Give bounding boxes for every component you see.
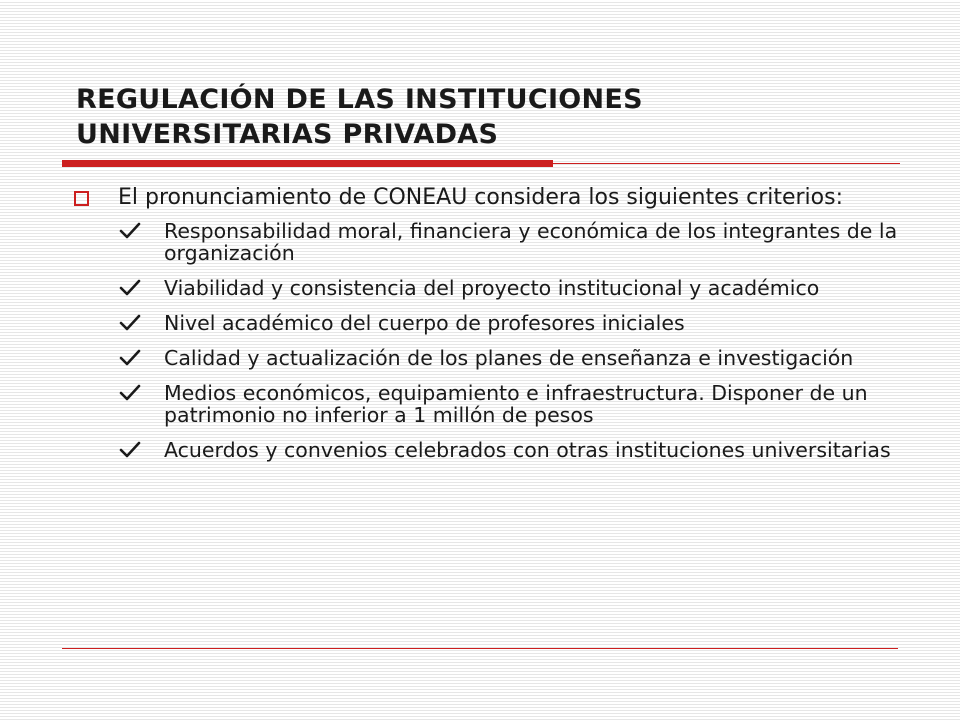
criteria-text: Viabilidad y consistencia del proyecto institucional y académico	[164, 276, 820, 300]
main-bullet-text: El pronunciamiento de CONEAU considera los siguientes criterios:	[118, 185, 844, 210]
checkmark-icon	[118, 383, 142, 403]
checkmark-icon	[118, 221, 142, 241]
main-bullet	[74, 186, 904, 210]
criteria-text: Acuerdos y convenios celebrados con otras instituciones universitarias	[164, 438, 891, 462]
criteria-item	[74, 277, 904, 299]
criteria-item	[74, 439, 904, 461]
checkmark-icon	[118, 278, 142, 298]
title-accent-bar	[62, 160, 553, 167]
criteria-item	[74, 312, 904, 334]
title-line-1: REGULACIÓN DE LAS INSTITUCIONES	[76, 84, 643, 115]
title-line-2: UNIVERSITARIAS PRIVADAS	[76, 119, 499, 150]
criteria-text: Medios económicos, equipamiento e infraestructura. Disponer de un patrimonio no inferior a 1 millón de pesos	[164, 381, 868, 427]
checkmark-icon	[118, 313, 142, 333]
footer-divider	[62, 648, 898, 649]
square-outline-icon	[74, 191, 89, 206]
criteria-list	[74, 220, 904, 461]
criteria-item	[74, 347, 904, 369]
criteria-item	[74, 382, 904, 426]
criteria-text: Responsabilidad moral, financiera y económica de los integrantes de la organización	[164, 219, 898, 265]
criteria-text: Calidad y actualización de los planes de enseñanza e investigación	[164, 346, 854, 370]
criteria-text: Nivel académico del cuerpo de profesores iniciales	[164, 311, 685, 335]
slide-body	[74, 186, 904, 474]
checkmark-icon	[118, 440, 142, 460]
checkmark-icon	[118, 348, 142, 368]
criteria-item	[74, 220, 904, 264]
slide-title	[76, 82, 896, 152]
